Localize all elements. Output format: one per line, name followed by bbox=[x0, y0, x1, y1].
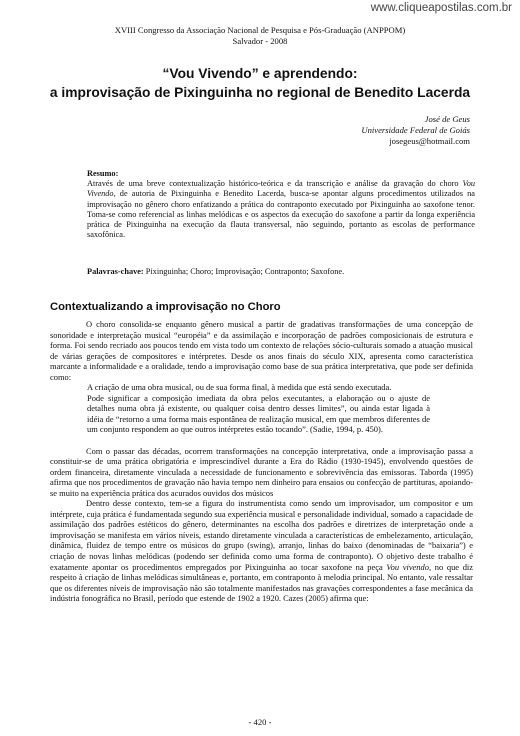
abstract-text bbox=[87, 179, 475, 240]
section-heading: Contextualizando a improvisação no Choro bbox=[50, 301, 281, 313]
quote-line-1: A criação de uma obra musical, ou de sua forma final, à medida que está sendo executada. bbox=[87, 382, 392, 393]
keywords-text: Pixinguinha; Choro; Improvisação; Contraponto; Saxofone. bbox=[143, 267, 345, 276]
conference-header bbox=[0, 25, 520, 47]
paragraph-2: Com o passar das décadas, ocorrem transformações na concepção interpretativa, onde a improvisação passa a constituir-se de uma prática obrigatória e imprescindível durante a Era do Rádio (1930-1945), envolvendo questões de ordem financeira, diretamente vinculada a necessidade de funcionamento e sobrevivência das emissoras. Taborda (1995) afirma que nos procedimentos de gravação não havia tempo nem dinheiro para ensaios ou confecção de partituras, apoiando-se muito na experiência prática dos acurados ouvidos dos músicos bbox=[50, 445, 473, 498]
abstract-heading: Resumo: bbox=[87, 169, 119, 178]
author-block bbox=[361, 114, 470, 147]
keywords bbox=[87, 266, 475, 277]
block-quote bbox=[87, 382, 430, 435]
author-affiliation: Universidade Federal de Goiás bbox=[361, 125, 470, 135]
abstract-text-part-1: Através de uma breve contextualização histórico-teórica e da transcrição e análise da gravação do choro bbox=[87, 179, 463, 189]
paragraph-3-work-title: Vou vivendo bbox=[386, 561, 429, 572]
page-number: - 420 - bbox=[248, 717, 272, 727]
paper-title bbox=[0, 64, 520, 102]
abstract bbox=[87, 169, 475, 240]
author-email: josegeus@hotmail.com bbox=[389, 136, 470, 146]
watermark: www.cliqueapostilas.com.br bbox=[370, 2, 512, 14]
paragraph-3-part-1: Dentro desse contexto, tem-se a figura do instrumentista como sendo um improvisador, um compositor e um intérprete, cuja prática é fundamentada segundo sua experiência musical e personalidade individual, somado a capacidade de assimilação dos padrões estéticos do gênero, determinantes na escolha dos padrões e diretrizes de interpretação onde a improvisação se manifesta em vários níveis, estando diretamente vinculada a características de embelezamento, articulação, dinâmica, fluidez de tempo entre os músicos do grupo (swing), arranjo, linhas do baixo (denominadas de “baixaria”) e criação de novas linhas melódicas (podendo ser definida como uma forma de contraponto). O objetivo deste trabalho é exatamente apontar os procedimentos empregados por Pixinguinha ao tocar saxofone na peça bbox=[50, 498, 473, 572]
conference-name: XVIII Congresso da Associação Nacional de Pesquisa e Pós-Graduação (ANPPOM) bbox=[114, 25, 406, 35]
paragraph-3 bbox=[50, 498, 473, 603]
paragraph-1: O choro consolida-se enquanto gênero musical a partir de gradativas transformações de uma concepção de sonoridade e interpretação musical “européia” e da assimilação e incorporação de padrões composicionais de estrutura e forma. Foi sendo recriado aos poucos tendo em vista todo um contexto de relações sócio-culturais somado a atuação musical de várias gerações de compositores e intérpretes. Desde os anos finais do século XIX, apresenta como característica marcante a informalidade e a oralidade, tendo a improvisação como base de sua prática interpretativa, que pode ser definida como: bbox=[50, 319, 473, 382]
title-line-2: a improvisação de Pixinguinha no regional de Benedito Lacerda bbox=[49, 85, 471, 100]
keywords-label: Palavras-chave: bbox=[87, 267, 144, 276]
author-name: José de Geus bbox=[424, 114, 470, 124]
quote-text: Pode significar a composição imediata da obra pelos executantes, a elaboração ou o ajuste de detalhes numa obra já existente, ou qualquer coisa dentro desses limites”, ou ainda estar ligada à idéia de “retorno a uma forma mais espontânea de realização musical, em que membros diferentes de um conjunto respondem ao que outros intérpretes estão tocando”. (Sadie, 1994, p. 450). bbox=[87, 392, 430, 435]
body-text bbox=[50, 319, 473, 604]
abstract-work-title: Vou Vivendo bbox=[87, 179, 475, 199]
abstract-text-part-2: , de autoria de Pixinguinha e Benedito Lacerda, busca-se apontar alguns procedimentos utilizados na improvisação no gênero choro enfatizando a prática do contraponto executado por Pixinguinha ao saxofone tenor. Toma-se como referencial as linhas melódicas e os aspectos da execução do saxofone a partir da longa experiência prática de Pixinguinha na execução da flauta transversal, não seguindo, portanto as escolas de performance saxofônica. bbox=[87, 189, 475, 240]
conference-location: Salvador - 2008 bbox=[232, 36, 288, 46]
paragraph-3-part-2: , no que diz respeito à criação de linhas melódicas simultâneas e, portanto, em contraponto à melodia principal. No entanto, vale ressaltar que os diferentes níveis de improvisação não são totalmente manifestados nas gravações correspondentes a fase mecânica da indústria fonográfica no Brasil, período que estende de 1902 a 1920. Cazes (2005) afirma que: bbox=[50, 561, 474, 604]
title-line-1: “Vou Vivendo” e aprendendo: bbox=[162, 66, 358, 81]
